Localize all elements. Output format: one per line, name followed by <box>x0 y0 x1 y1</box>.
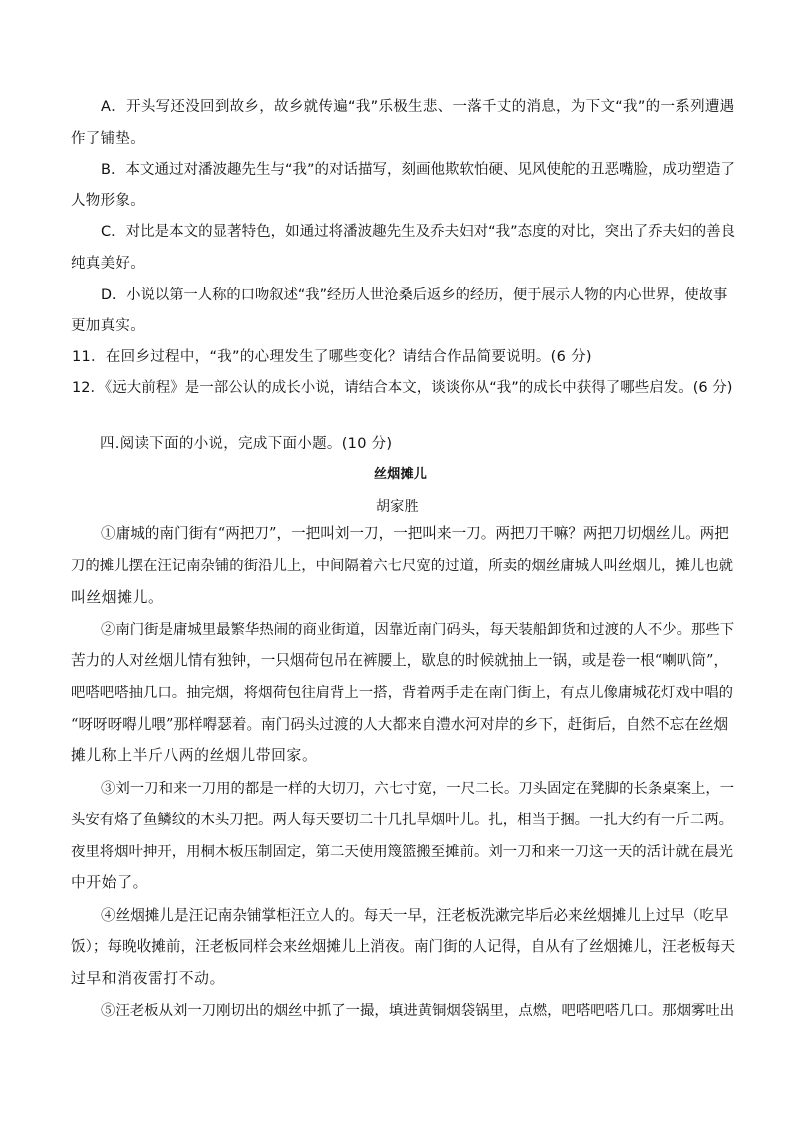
question-12: 12．《远大前程》是一部公认的成长小说，请结合本文，谈谈你从“我”的成长中获得了哪些启发。(6 分) <box>72 380 733 396</box>
paragraph-2-line-4: “呀呀呀嘚儿喂”那样嘚瑟着。南门码头过渡的人大都来自澧水河对岸的乡下，赶街后，自然不忘在丝烟 <box>71 716 729 733</box>
option-c-line-1: C．对比是本文的显著特色，如通过将潘波趣先生及乔夫妇对“我”态度的对比，突出了乔夫妇的善良 <box>101 224 736 240</box>
option-d-line-1: D．小说以第一人称的口吻叙述“我”经历人世沧桑后返乡的经历，便于展示人物的内心世界，使故事 <box>101 287 728 303</box>
story-title: 丝烟摊儿 <box>374 467 428 482</box>
paragraph-1-line-2: 刀的摊儿摆在汪记南杂铺的街沿儿上，中间隔着六七尺宽的过道，所卖的烟丝庸城人叫丝烟儿，摊儿也就 <box>71 558 733 574</box>
paragraph-2-line-5: 摊儿称上半斤八两的丝烟儿带回家。 <box>71 747 318 764</box>
option-a-line-1: A．开头写还没回到故乡，故乡就传遍“我”乐极生悲、一落千丈的消息，为下文“我”的一系列遭遇 <box>101 99 735 115</box>
option-b-line-2: 人物形象。 <box>71 193 145 209</box>
option-b-line-1: B．本文通过对潘波趣先生与“我”的对话描写，刻画他欺软怕硬、见风使舵的丑恶嘴脸，成功塑造了 <box>101 162 735 178</box>
section-heading: 四.阅读下面的小说，完成下面小题。(10 分) <box>100 436 393 452</box>
paragraph-1-line-3: 叫丝烟摊儿。 <box>71 589 164 606</box>
paragraph-4-line-1: ④丝烟摊儿是汪记南杂铺掌柜汪立人的。每天一早，汪老板洗漱完毕后必来丝烟摊儿上过早（吃早 <box>101 907 729 924</box>
option-d-line-2: 更加真实。 <box>71 318 145 334</box>
paragraph-5-line-1: ⑤汪老板从刘一刀刚切出的烟丝中抓了一撮，填进黄铜烟袋锅里，点燃，吧嗒吧嗒几口。那烟雾吐出 <box>101 1003 735 1019</box>
paragraph-1-line-1: ①庸城的南门街有“两把刀”，一把叫刘一刀，一把叫来一刀。两把刀干嘛？两把刀切烟丝儿。两把 <box>101 525 729 542</box>
paragraph-4-line-2: 饭）；每晚收摊前，汪老板同样会来丝烟摊儿上消夜。南门街的人记得，自从有了丝烟摊儿，汪老板每天 <box>71 938 736 955</box>
paragraph-2-line-3: 吧嗒吧嗒抽几口。抽完烟，将烟荷包往肩背上一搭，背着两手走在南门街上，有点儿像庸城花灯戏中唱的 <box>71 685 733 701</box>
paragraph-2-line-2: 苦力的人对丝烟儿情有独钟，一只烟荷包吊在裤腰上，歇息的时候就抽上一锅，或是卷一根“喇叭筒”， <box>71 652 729 669</box>
option-c-line-2: 纯真美好。 <box>71 256 145 272</box>
option-a-line-2: 作了铺垫。 <box>71 131 145 147</box>
paragraph-2-line-1: ②南门街是庸城里最繁华热闹的商业街道，因靠近南门码头，每天装船卸货和过渡的人不少。那些下 <box>101 622 735 638</box>
paragraph-3-line-1: ③刘一刀和来一刀用的都是一样的大切刀，六七寸宽，一尺二长。刀头固定在凳脚的长条桌案上，一 <box>101 781 735 797</box>
paragraph-3-line-2: 头安有烙了鱼鳞纹的木头刀把。两人每天要切二十几扎旱烟叶儿。扎，相当于捆。一扎大约有一斤二两。 <box>71 812 733 828</box>
paragraph-3-line-4: 中开始了。 <box>71 874 148 891</box>
paragraph-3-line-3: 夜里将烟叶抻开，用桐木板压制固定，第二天使用篾篮搬至摊前。刘一刀和来一刀这一天的活计就在晨光 <box>71 844 733 860</box>
question-11: 11．在回乡过程中，“我”的心理发生了哪些变化？请结合作品简要说明。(6 分) <box>72 349 592 365</box>
story-author: 胡家胜 <box>376 499 419 515</box>
paragraph-4-line-3: 过早和消夜雷打不动。 <box>71 970 225 987</box>
